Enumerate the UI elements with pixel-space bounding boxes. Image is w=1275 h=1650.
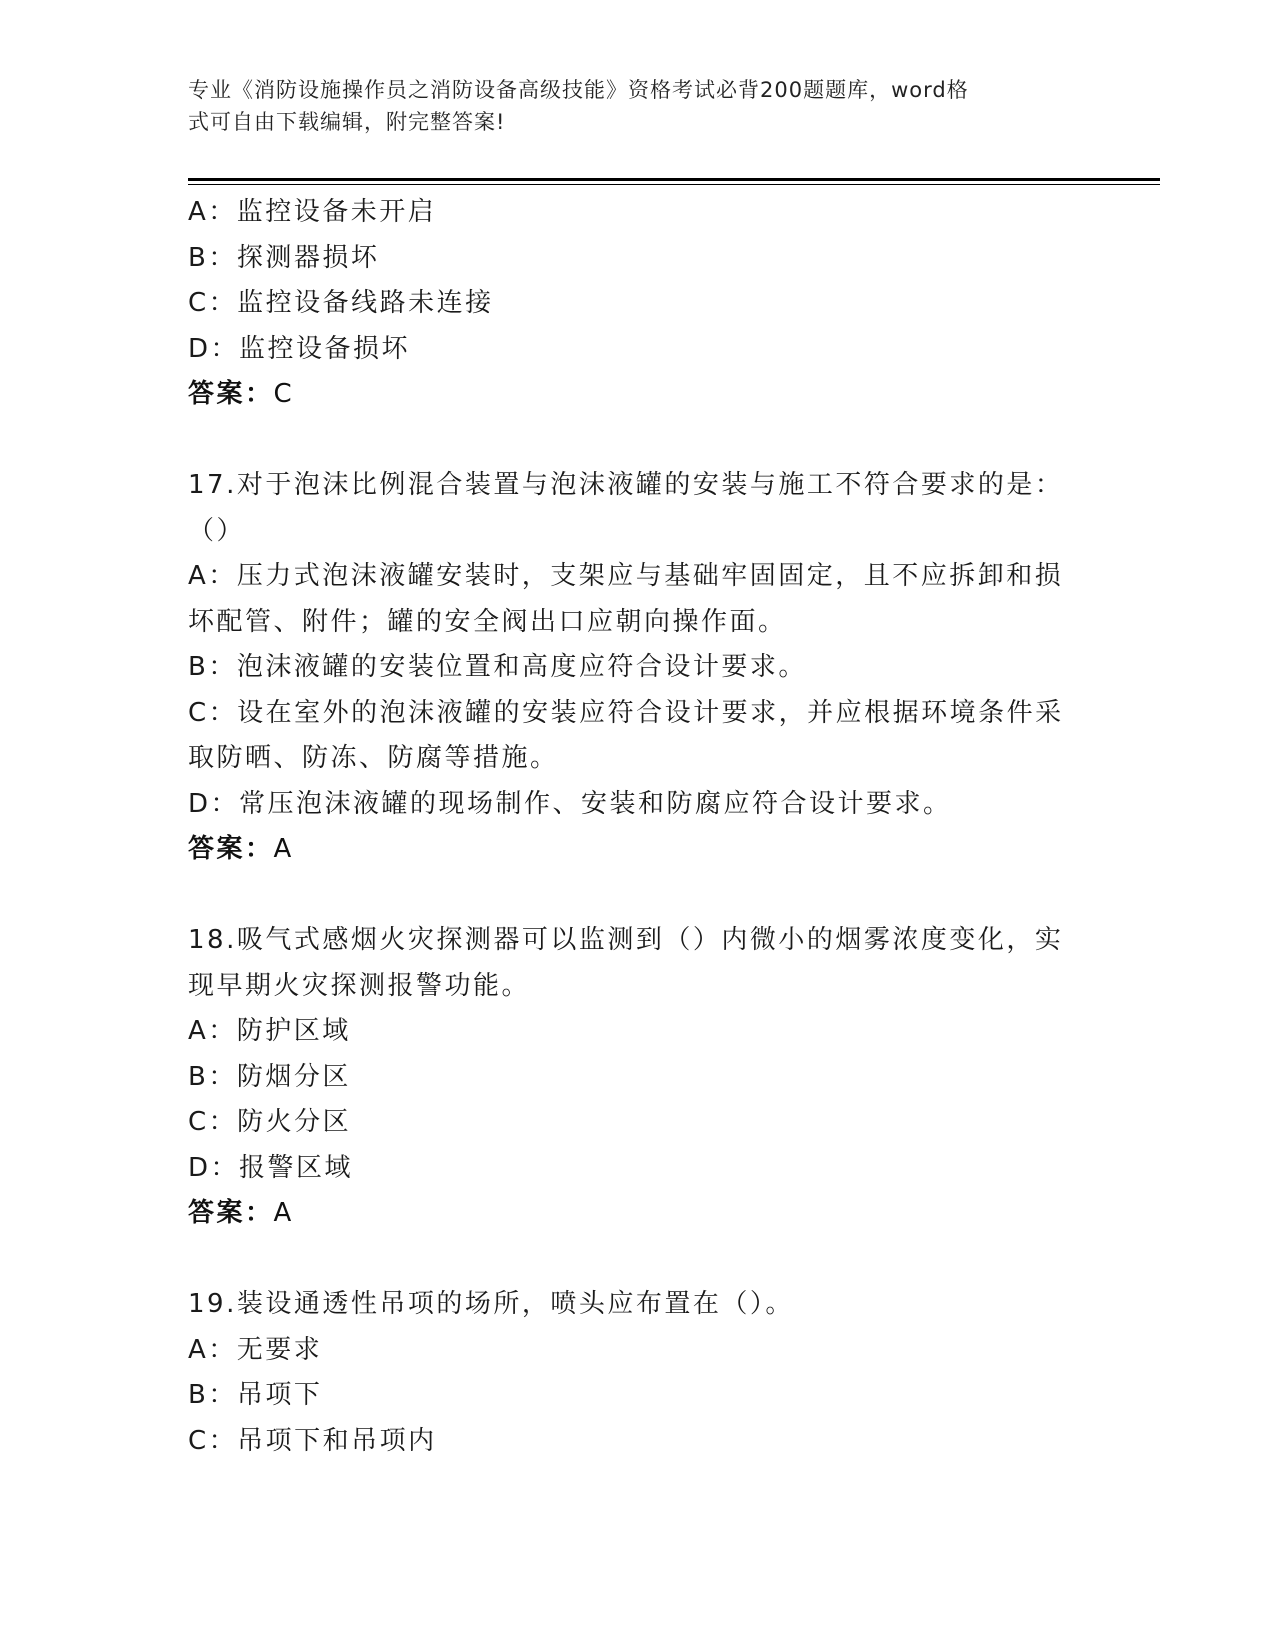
q18-option-d: D：报警区域 <box>188 1152 354 1183</box>
question-content <box>188 190 1088 1464</box>
q16-answer <box>188 372 1088 418</box>
spacer <box>188 1237 1088 1283</box>
q17-option-c-line-2: 取防晒、防冻、防腐等措施。 <box>188 743 559 773</box>
q16-option-d: D：监控设备损坏 <box>188 333 411 364</box>
document-header <box>188 74 1088 138</box>
question-16 <box>188 190 1088 418</box>
q17-option-a-line-1: A：压力式泡沫液罐安装时，支架应与基础牢固固定，且不应拆卸和损 <box>188 561 1064 591</box>
q17-stem-line-1: 17.对于泡沫比例混合装置与泡沫液罐的安装与施工不符合要求的是： <box>188 470 1064 500</box>
header-rule-thin <box>188 184 1160 185</box>
question-19 <box>188 1282 1088 1464</box>
header-line-1: 专业《消防设施操作员之消防设备高级技能》资格考试必背200题题库，word格 <box>188 78 969 102</box>
question-17 <box>188 463 1088 873</box>
q17-option-c-line-1: C：设在室外的泡沫液罐的安装应符合设计要求，并应根据环境条件采 <box>188 697 1064 728</box>
q17-answer-label: 答案： <box>188 834 274 864</box>
q17-option-a-line-2: 坏配管、附件；罐的安全阀出口应朝向操作面。 <box>188 606 787 637</box>
q16-answer-value: C <box>273 379 295 409</box>
q18-answer <box>188 1191 1088 1237</box>
q16-option-b: B：探测器损坏 <box>188 242 380 273</box>
q16-option-c: C：监控设备线路未连接 <box>188 288 494 318</box>
header-rule-thick <box>188 178 1160 181</box>
spacer <box>188 418 1088 464</box>
q18-stem-line-1: 18.吸气式感烟火灾探测器可以监测到（）内微小的烟雾浓度变化，实 <box>188 925 1064 955</box>
q19-option-c: C：吊项下和吊项内 <box>188 1425 437 1456</box>
q19-option-b: B：吊项下 <box>188 1380 323 1410</box>
question-18 <box>188 918 1088 1237</box>
q17-answer <box>188 827 1088 873</box>
q16-option-a: A：监控设备未开启 <box>188 197 437 227</box>
q19-stem-line-1: 19.装设通透性吊项的场所，喷头应布置在（）。 <box>188 1289 794 1319</box>
q17-option-b: B：泡沫液罐的安装位置和高度应符合设计要求。 <box>188 652 807 682</box>
q18-option-a: A：防护区域 <box>188 1016 351 1046</box>
q16-answer-label: 答案： <box>188 379 274 409</box>
q17-stem-line-2: （） <box>188 515 246 546</box>
q19-option-a: A：无要求 <box>188 1334 323 1365</box>
header-line-2: 式可自由下载编辑，附完整答案! <box>188 110 506 134</box>
q18-answer-label: 答案： <box>188 1198 274 1228</box>
q18-option-b: B：防烟分区 <box>188 1061 351 1092</box>
q18-option-c: C：防火分区 <box>188 1107 352 1137</box>
spacer <box>188 873 1088 919</box>
q17-answer-value: A <box>273 834 294 864</box>
q18-answer-value: A <box>273 1198 294 1228</box>
q18-stem-line-2: 现早期火灾探测报警功能。 <box>188 970 531 1001</box>
q17-option-d: D：常压泡沫液罐的现场制作、安装和防腐应符合设计要求。 <box>188 788 952 819</box>
